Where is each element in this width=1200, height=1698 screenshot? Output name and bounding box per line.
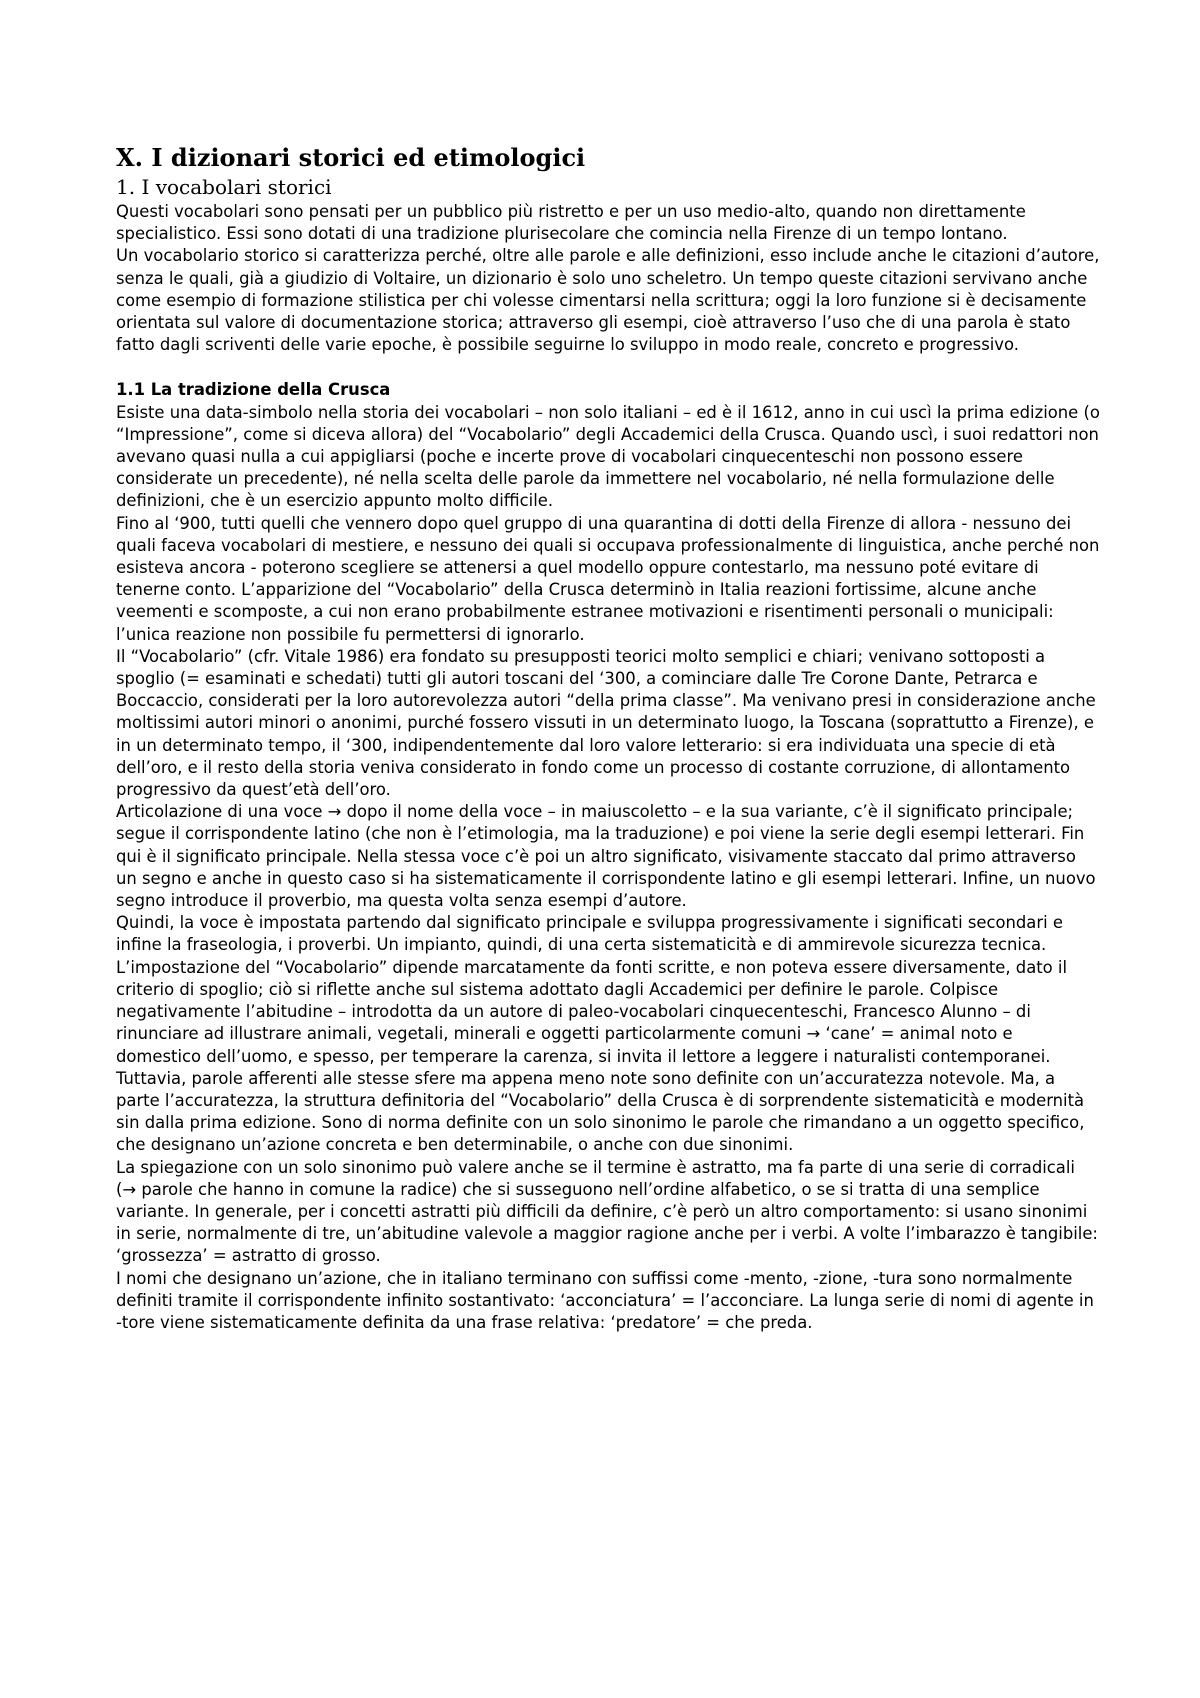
paragraph: Esiste una data-simbolo nella storia dei vocabolari – non solo italiani – ed è il 1612, anno in cui uscì la prima edizione (o “Impressione”, come si diceva allora) del “Vocabolario” degli Accademici della Crusca. Quando uscì, i suoi redattori non avevano quasi nulla a cui appigliarsi (poche e incerte prove di vocabolari cinquecenteschi non possono essere considerate un precedente), né nella scelta delle parole da immettere nel vocabolario, né nella formulazione delle definizioni, che è un esercizio appunto molto difficile. [116, 402, 1100, 511]
paragraph: Articolazione di una voce → dopo il nome della voce – in maiuscoletto – e la sua variante, c’è il significato principale; segue il corrispondente latino (che non è l’etimologia, ma la traduzione) e poi viene la serie degli esempi letterari. Fin qui è il significato principale. Nella stessa voce c’è poi un altro significato, visivamente staccato dal primo attraverso un segno e anche in questo caso si ha sistematicamente il corrispondente latino e gli esempi letterari. Infine, un nuovo segno introduce il proverbio, ma questa volta senza esempi d’autore. [116, 802, 1096, 911]
section-title-vocabolari-storici: 1. I vocabolari storici [116, 175, 332, 199]
paragraph: Il “Vocabolario” (cfr. Vitale 1986) era fondato su presupposti teorici molto semplici e chiari; venivano sottoposti a spoglio (= esaminati e schedati) tutti gli autori toscani del ‘300, a cominciare dalle Tre Corone Dante, Petrarca e Boccaccio, considerati per la loro autorevolezza autori “della prima classe”. Ma venivano presi in considerazione anche moltissimi autori minori o anonimi, purché fossero vissuti in un determinato luogo, la Toscana (soprattutto a Firenze), e in un determinato tempo, il ‘300, indipendentemente dal loro valore letterario: si era individuata una specie di età dell’oro, e il resto della storia veniva considerato in fondo come un processo di costante corruzione, di allontamento progressivo da quest’età dell’oro. [116, 646, 1096, 800]
paragraph: L’impostazione del “Vocabolario” dipende marcatamente da fonti scritte, e non poteva essere diversamente, dato il criterio di spoglio; ciò si riflette anche sul sistema adottato dagli Accademici per definire le parole. Colpisce negativamente l’abitudine – introdotta da un autore di paleo-vocabolari cinquecenteschi, Francesco Alunno – di rinunciare ad illustrare animali, vegetali, minerali e oggetti particolarmente comuni → ‘cane’ = animal noto e domestico dell’uomo, e spesso, per temperare la carenza, si invita il lettore a leggere i naturalisti contemporanei. Tuttavia, parole afferenti alle stesse sfere ma appena meno note sono definite con un’accuratezza notevole. Ma, a parte l’accuratezza, la struttura definitoria del “Vocabolario” della Crusca è di sorprendente sistematicità e modernità sin dalla prima edizione. Sono di norma definite con un solo sinonimo le parole che rimandano a un oggetto specifico, che designano un’azione concreta e ben determinabile, o anche con due sinonimi. [116, 957, 1085, 1155]
paragraph: Questi vocabolari sono pensati per un pubblico più ristretto e per un uso medio-alto, quando non direttamente specialistico. Essi sono dotati di una tradizione plurisecolare che comincia nella Firenze di un tempo lontano. [116, 202, 1026, 244]
paragraph: Un vocabolario storico si caratterizza perché, oltre alle parole e alle definizioni, esso include anche le citazioni d’autore, senza le quali, già a giudizio di Voltaire, un dizionario è solo uno scheletro. Un tempo queste citazioni servivano anche come esempio di formazione stilistica per chi volesse cimentarsi nella scrittura; oggi la loro funzione si è decisamente orientata sul valore di documentazione storica; attraverso gli esempi, cioè attraverso l’uso che di una parola è stato fatto dagli scriventi delle varie epoche, è possibile seguirne lo sviluppo in modo reale, concreto e progressivo. [116, 246, 1100, 355]
paragraph: Quindi, la voce è impostata partendo dal significato principale e sviluppa progressivamente i significati secondari e infine la fraseologia, i proverbi. Un impianto, quindi, di una certa sistematicità e di ammirevole sicurezza tecnica. [116, 913, 1063, 955]
document-page [116, 143, 1100, 1334]
paragraph: Fino al ‘900, tutti quelli che vennero dopo quel gruppo di una quarantina di dotti della Firenze di allora - nessuno dei quali faceva vocabolari di mestiere, e nessuno dei quali si occupava professionalmente di linguistica, anche perché non esisteva ancora - poterono scegliere se attenersi a quel modello oppure contestarlo, ma nessuno poté evitare di tenerne conto. L’apparizione del “Vocabolario” della Crusca determinò in Italia reazioni fortissime, alcune anche veementi e scomposte, a cui non erano probabilmente estranee motivazioni e risentimenti personali o municipali: l’unica reazione non possibile fu permettersi di ignorarlo. [116, 513, 1100, 644]
subsection-title-tradizione-crusca: 1.1 La tradizione della Crusca [116, 380, 391, 400]
paragraph: I nomi che designano un’azione, che in italiano terminano con suffissi come -mento, -zione, -tura sono normalmente definiti tramite il corrispondente infinito sostantivato: ‘acconciatura’ = l’acconciare. La lunga serie di nomi di agente in -tore viene sistematicamente definita da una frase relativa: ‘predatore’ = che preda. [116, 1268, 1094, 1332]
chapter-title: X. I dizionari storici ed etimologici [116, 143, 586, 172]
paragraph: La spiegazione con un solo sinonimo può valere anche se il termine è astratto, ma fa parte di una serie di corradicali (→ parole che hanno in comune la radice) che si susseguono nell’ordine alfabetico, o se si tratta di una semplice variante. In generale, per i concetti astratti più difficili da definire, c’è però un altro comportamento: si usano sinonimi in serie, normalmente di tre, un’abitudine valevole a maggior ragione anche per i verbi. A volte l’imbarazzo è tangibile: ‘grossezza’ = astratto di grosso. [116, 1157, 1098, 1266]
blank-line [116, 356, 1100, 379]
